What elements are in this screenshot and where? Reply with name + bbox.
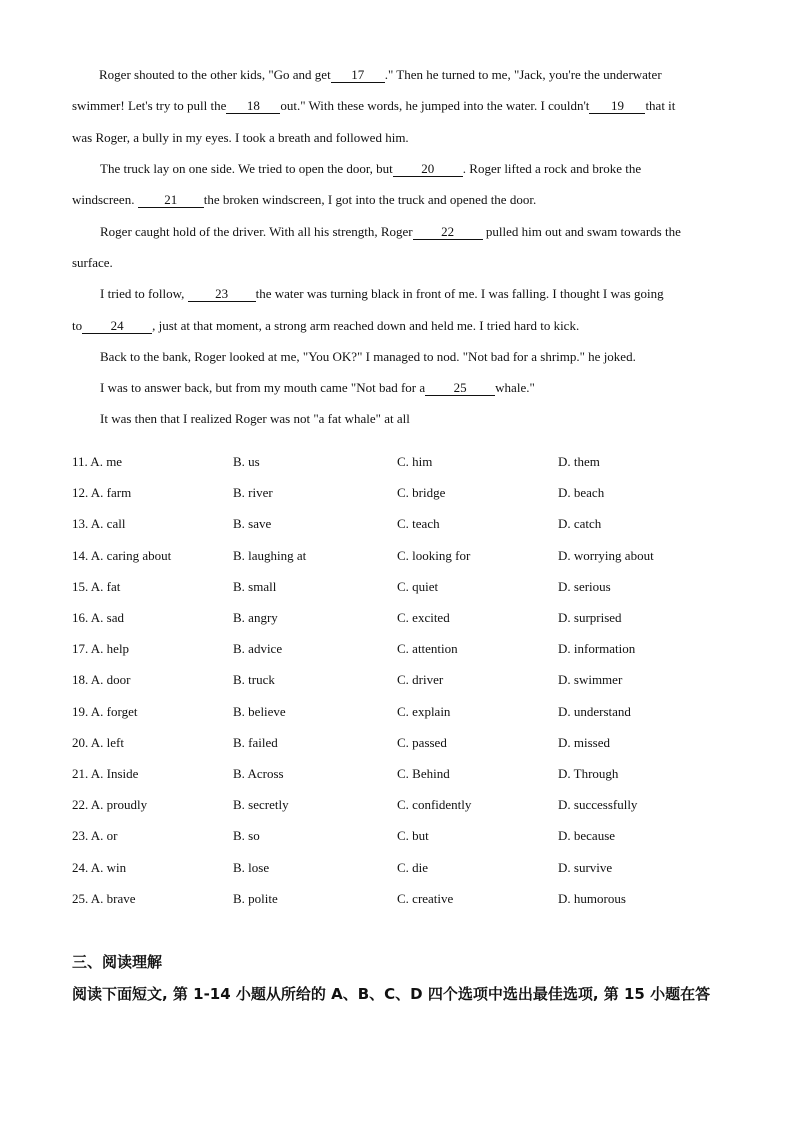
- question-row: [72, 453, 732, 471]
- option-c: C. explain: [397, 704, 451, 719]
- paragraph-line: swimmer! Let's try to pull the 18 out." With these words, he jumped into the water. I couldn't 19 that it: [72, 98, 676, 113]
- option-a: 25. A. brave: [72, 891, 136, 906]
- option-d: D. because: [558, 828, 616, 843]
- question-row: [72, 609, 732, 627]
- option-a: 14. A. caring about: [72, 548, 172, 563]
- question-row: [72, 827, 732, 845]
- option-b: B. failed: [233, 735, 278, 750]
- option-a: 22. A. proudly: [72, 797, 148, 812]
- option-d: D. beach: [558, 485, 605, 500]
- option-a: 15. A. fat: [72, 579, 121, 594]
- paragraph-line: The truck lay on one side. We tried to open the door, but 20 . Roger lifted a rock and broke the: [100, 161, 642, 176]
- blank-22: 22: [413, 224, 483, 240]
- option-d: D. them: [558, 454, 600, 469]
- option-c: C. teach: [397, 516, 440, 531]
- question-row: [72, 671, 732, 689]
- option-b: B. us: [233, 454, 260, 469]
- option-a: 20. A. left: [72, 735, 124, 750]
- paragraph-line: surface.: [72, 255, 113, 270]
- option-b: B. laughing at: [233, 548, 307, 563]
- option-d: D. information: [558, 641, 636, 656]
- option-a: 19. A. forget: [72, 704, 138, 719]
- option-a: 18. A. door: [72, 672, 131, 687]
- option-c: C. creative: [397, 891, 454, 906]
- option-a: 17. A. help: [72, 641, 130, 656]
- question-row: [72, 734, 732, 752]
- blank-17: 17: [331, 67, 385, 83]
- option-d: D. survive: [558, 860, 613, 875]
- option-c: C. attention: [397, 641, 458, 656]
- option-b: B. angry: [233, 610, 278, 625]
- option-c: C. driver: [397, 672, 444, 687]
- option-b: B. Across: [233, 766, 284, 781]
- paragraph-line: to 24 , just at that moment, a strong arm reached down and held me. I tried hard to kick.: [72, 318, 580, 333]
- option-d: D. serious: [558, 579, 611, 594]
- option-c: C. looking for: [397, 548, 471, 563]
- option-c: C. die: [397, 860, 429, 875]
- question-row: [72, 859, 732, 877]
- option-d: D. understand: [558, 704, 631, 719]
- option-d: D. humorous: [558, 891, 626, 906]
- option-a: 23. A. or: [72, 828, 118, 843]
- option-b: B. river: [233, 485, 273, 500]
- section-instruction: 阅读下面短文, 第 1-14 小题从所给的 A、B、C、D 四个选项中选出最佳选项, 第 15 小题在答: [72, 985, 711, 1003]
- paragraph-line: was Roger, a bully in my eyes. I took a breath and followed him.: [72, 130, 409, 145]
- question-row: [72, 640, 732, 658]
- option-d: D. successfully: [558, 797, 638, 812]
- paragraph-line: It was then that I realized Roger was not "a fat whale" at all: [100, 411, 410, 426]
- paragraph-line: I was to answer back, but from my mouth came "Not bad for a 25 whale.": [100, 380, 535, 395]
- section-title: 三、阅读理解: [72, 953, 163, 971]
- blank-24: 24: [82, 318, 152, 334]
- question-row: [72, 578, 732, 596]
- option-b: B. so: [233, 828, 260, 843]
- blank-20: 20: [393, 161, 463, 177]
- option-c: C. Behind: [397, 766, 450, 781]
- option-b: B. secretly: [233, 797, 289, 812]
- option-c: C. bridge: [397, 485, 446, 500]
- option-b: B. advice: [233, 641, 283, 656]
- blank-18: 18: [226, 98, 280, 114]
- question-row: [72, 484, 732, 502]
- option-c: C. him: [397, 454, 433, 469]
- option-b: B. polite: [233, 891, 278, 906]
- question-row: [72, 890, 732, 908]
- question-row: [72, 765, 732, 783]
- paragraph-line: Roger caught hold of the driver. With all his strength, Roger 22 pulled him out and swam towards the: [100, 224, 681, 239]
- paragraph-line: windscreen. 21 the broken windscreen, I got into the truck and opened the door.: [72, 192, 537, 207]
- option-a: 24. A. win: [72, 860, 127, 875]
- option-a: 13. A. call: [72, 516, 126, 531]
- option-c: C. quiet: [397, 579, 439, 594]
- question-row: [72, 547, 732, 565]
- blank-25: 25: [425, 380, 495, 396]
- option-d: D. catch: [558, 516, 602, 531]
- option-a: 11. A. me: [72, 454, 123, 469]
- question-row: [72, 796, 732, 814]
- option-d: D. surprised: [558, 610, 622, 625]
- option-d: D. Through: [558, 766, 619, 781]
- option-b: B. save: [233, 516, 272, 531]
- paragraph-line: Back to the bank, Roger looked at me, "You OK?" I managed to nod. "Not bad for a shrimp." he joked.: [100, 349, 636, 364]
- option-c: C. but: [397, 828, 429, 843]
- option-d: D. swimmer: [558, 672, 623, 687]
- option-a: 16. A. sad: [72, 610, 124, 625]
- option-c: C. passed: [397, 735, 447, 750]
- blank-23: 23: [188, 286, 256, 302]
- paragraph-line: Roger shouted to the other kids, "Go and get 17 ." Then he turned to me, "Jack, you're the underwater: [99, 67, 662, 82]
- option-b: B. truck: [233, 672, 275, 687]
- blank-21: 21: [138, 192, 204, 208]
- paragraph-line: I tried to follow, 23 the water was turning black in front of me. I was falling. I thought I was going: [100, 286, 664, 301]
- option-d: D. worrying about: [558, 548, 654, 563]
- blank-19: 19: [589, 98, 645, 114]
- option-b: B. small: [233, 579, 277, 594]
- option-a: 21. A. Inside: [72, 766, 139, 781]
- option-b: B. lose: [233, 860, 270, 875]
- question-row: [72, 703, 732, 721]
- option-c: C. confidently: [397, 797, 472, 812]
- option-c: C. excited: [397, 610, 450, 625]
- question-row: [72, 515, 732, 533]
- option-a: 12. A. farm: [72, 485, 132, 500]
- option-b: B. believe: [233, 704, 286, 719]
- option-d: D. missed: [558, 735, 610, 750]
